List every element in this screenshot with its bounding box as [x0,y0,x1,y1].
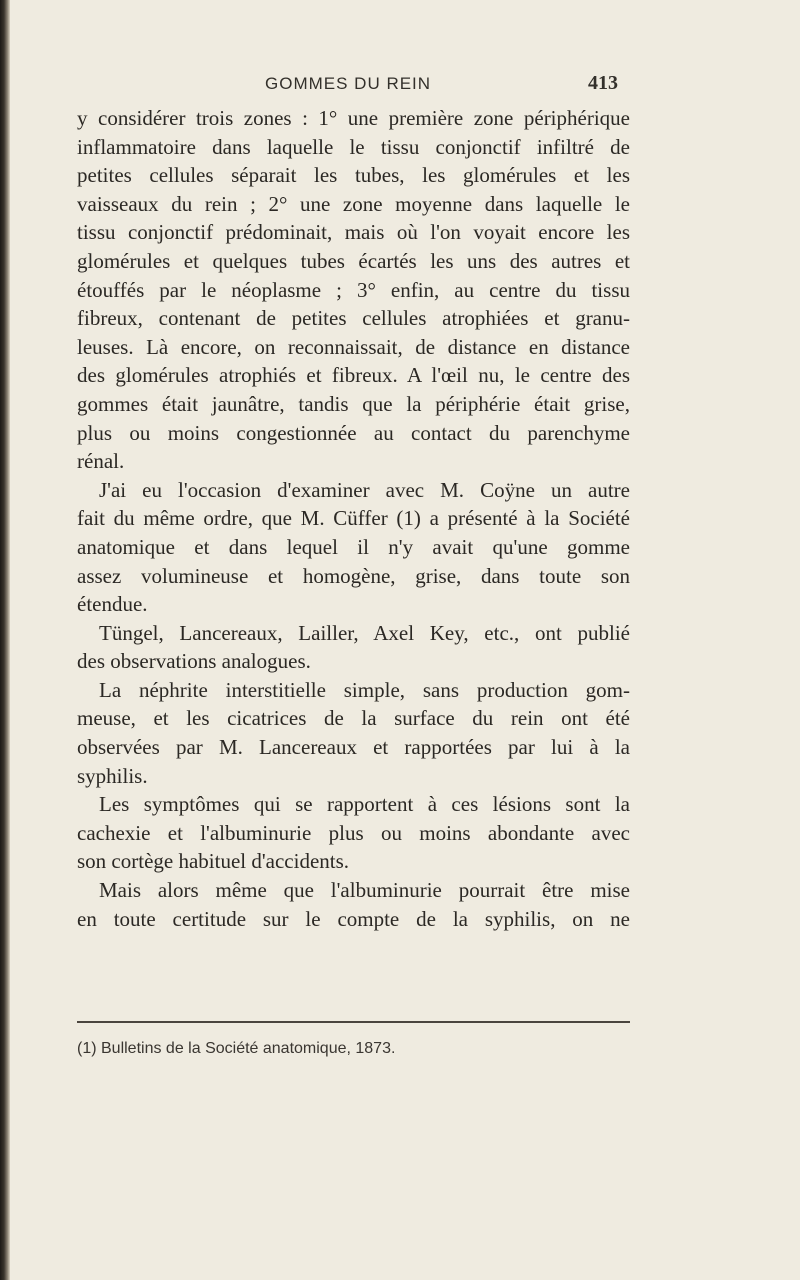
text-line: La néphrite interstitielle simple, sans production gom- [99,677,630,702]
text-line: J'ai eu l'occasion d'examiner avec M. Coÿne un autre [99,477,630,502]
text-line: assez volumineuse et homogène, grise, dans toute son [77,563,630,588]
text-line: Mais alors même que l'albuminurie pourrait être mise [99,878,630,903]
text-line: Tüngel, Lancereaux, Lailler, Axel Key, etc., ont publié [99,620,630,645]
text-line: gommes était jaunâtre, tandis que la périphérie était grise, [77,391,630,416]
book-page [10,0,800,1280]
text-line: Les symptômes qui se rapportent à ces lésions sont la [99,792,630,817]
book-spine-shadow [0,0,10,1280]
text-line: inflammatoire dans laquelle le tissu conjonctif infiltré de [77,134,630,159]
text-line: observées par M. Lancereaux et rapportées par lui à la [77,735,630,760]
text-line: y considérer trois zones : 1° une première zone périphérique [77,106,630,130]
text-line: tissu conjonctif prédominait, mais où l'on voyait encore les [77,220,630,245]
page-number: 413 [588,72,618,94]
text-line: syphilis. [77,763,148,788]
running-head [10,74,800,100]
text-line: rénal. [77,449,125,474]
text-line: vaisseaux du rein ; 2° une zone moyenne dans laquelle le [77,191,630,216]
text-line: fait du même ordre, que M. Cüffer (1) a présenté à la Société [77,506,630,531]
text-line: meuse, et les cicatrices de la surface du rein ont été [77,706,630,731]
text-line: étouffés par le néoplasme ; 3° enfin, au centre du tissu [77,277,630,302]
text-line: fibreux, contenant de petites cellules atrophiées et granu- [77,306,630,331]
running-head-title: GOMMES DU REIN [265,74,432,93]
body-text [77,104,630,933]
text-line: plus ou moins congestionnée au contact du parenchyme [77,420,630,445]
text-line: des glomérules atrophiés et fibreux. A l'œil nu, le centre des [77,363,630,388]
text-line: des observations analogues. [77,649,311,674]
text-line: anatomique et dans lequel il n'y avait qu'une gomme [77,534,630,559]
text-line: en toute certitude sur le compte de la syphilis, on ne [77,906,630,931]
text-line: petites cellules séparait les tubes, les glomérules et les [77,163,630,188]
text-line: leuses. Là encore, on reconnaissait, de distance en distance [77,334,630,359]
text-line: cachexie et l'albuminurie plus ou moins abondante avec [77,820,630,845]
text-line: étendue. [77,592,148,617]
footnote-rule [77,1021,630,1023]
footnote: (1) Bulletins de la Société anatomique, 1873. [77,1040,396,1057]
text-line: glomérules et quelques tubes écartés les uns des autres et [77,248,630,273]
text-line: son cortège habituel d'accidents. [77,849,350,874]
